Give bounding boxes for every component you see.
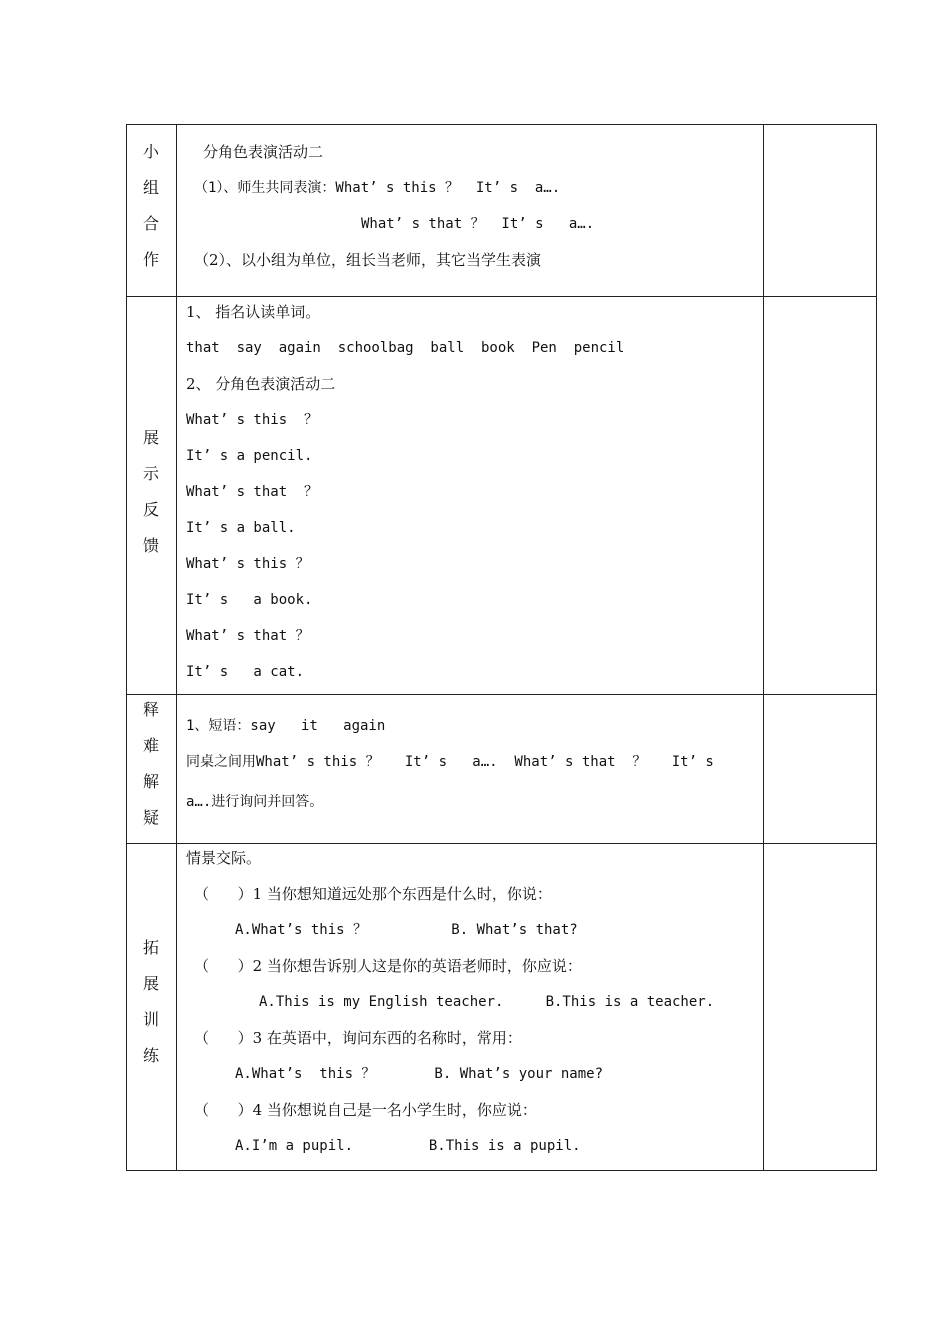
row-divider-3 — [126, 843, 877, 844]
label-char: 作 — [142, 250, 159, 269]
question-4: （ ）4 当你想说自己是一名小学生时，你应说： — [194, 1101, 537, 1119]
text-line: （1）、师生共同表演：What’ s this ？ It’ s a…. — [194, 180, 561, 196]
text-line: 1、 指名认读单词。 — [186, 303, 321, 321]
text-line: （2）、以小组为单位，组长当老师，其它当学生表演 — [194, 251, 542, 269]
label-char: 疑 — [142, 808, 159, 827]
question-3: （ ）3 在英语中，询问东西的名称时，常用： — [194, 1029, 522, 1047]
word-list: that say again schoolbag ball book Pen pencil — [186, 340, 625, 356]
question-3-options: A.What’s this ？ B. What’s your name? — [235, 1066, 604, 1082]
label-char: 难 — [142, 736, 159, 755]
row-label-clarify — [126, 692, 176, 836]
label-char: 合 — [142, 214, 159, 233]
row-divider-2 — [126, 694, 877, 695]
dialogue-line: What’ s this ？ — [186, 412, 319, 428]
dialogue-line: It’ s a cat. — [186, 664, 305, 680]
text-line: What’ s that ？ It’ s a…. — [361, 216, 595, 232]
question-2-options: A.This is my English teacher. B.This is a teacher. — [259, 994, 715, 1010]
label-char: 释 — [142, 700, 159, 719]
label-char: 展 — [142, 428, 159, 447]
question-1-options: A.What’s this ？ B. What’s that? — [235, 922, 578, 938]
label-char: 训 — [142, 1010, 159, 1029]
column-divider-label — [176, 124, 177, 1171]
text-line: 2、 分角色表演活动二 — [186, 375, 336, 393]
label-char: 馈 — [142, 536, 159, 555]
row-label-group-work — [126, 134, 176, 278]
label-char: 解 — [142, 772, 159, 791]
label-char: 组 — [142, 178, 159, 197]
text-line: 情景交际。 — [186, 849, 262, 867]
row-divider-1 — [126, 296, 877, 297]
text-line: 同桌之间用What’ s this ？ It’ s a…. What’ s that ？ It’ s — [186, 754, 714, 770]
label-char: 练 — [142, 1046, 159, 1065]
label-char: 展 — [142, 974, 159, 993]
dialogue-line: What’ s that ？ — [186, 628, 310, 644]
question-2: （ ）2 当你想告诉别人这是你的英语老师时，你应说： — [194, 957, 582, 975]
label-char: 示 — [142, 464, 159, 483]
dialogue-line: It’ s a pencil. — [186, 448, 313, 464]
label-char: 反 — [142, 500, 159, 519]
label-char: 拓 — [142, 938, 159, 957]
dialogue-line: It’ s a ball. — [186, 520, 296, 536]
text-line: a….进行询问并回答。 — [186, 794, 324, 810]
question-1: （ ）1 当你想知道远处那个东西是什么时，你说： — [194, 885, 552, 903]
text-line: 分角色表演活动二 — [203, 143, 324, 161]
row-label-presentation — [126, 420, 176, 564]
text-line: 1、短语：say it again — [186, 718, 386, 734]
dialogue-line: What’ s that ？ — [186, 484, 319, 500]
dialogue-line: What’ s this ？ — [186, 556, 310, 572]
dialogue-line: It’ s a book. — [186, 592, 313, 608]
question-4-options: A.I’m a pupil. B.This is a pupil. — [235, 1138, 581, 1154]
label-char: 小 — [142, 142, 159, 161]
column-divider-notes — [763, 124, 764, 1171]
lesson-table — [126, 124, 877, 1171]
row-label-extension — [126, 930, 176, 1074]
